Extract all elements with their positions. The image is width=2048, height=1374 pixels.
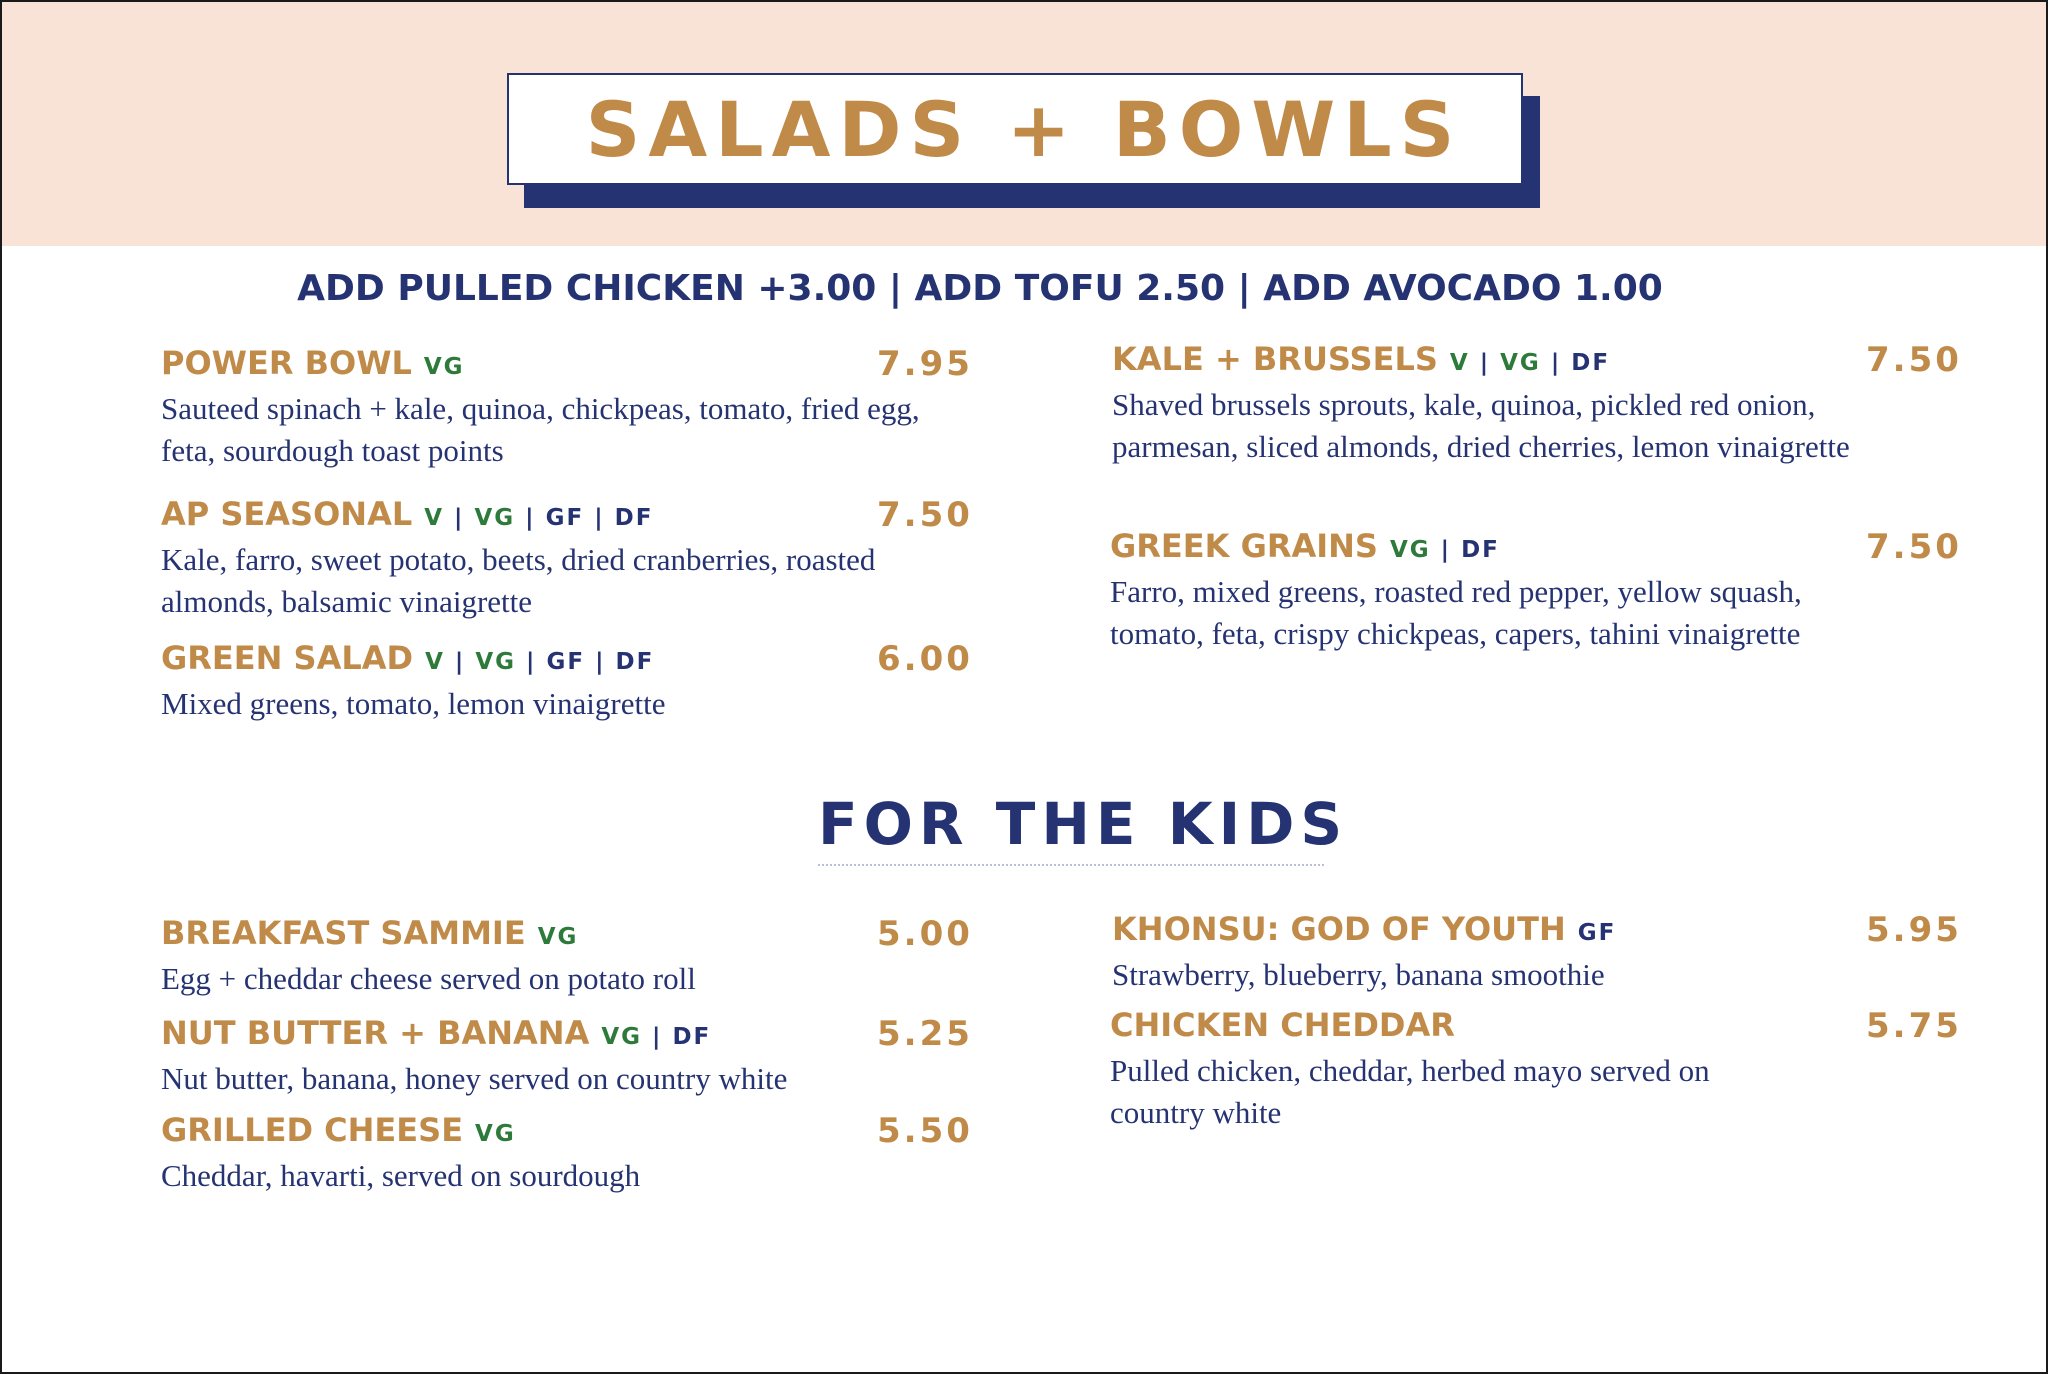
item-name: GRILLED CHEESE xyxy=(161,1111,464,1149)
dietary-tag: DF xyxy=(614,505,654,531)
item-price: 5.00 xyxy=(877,914,973,954)
dietary-tag: GF xyxy=(1577,920,1617,946)
dietary-tag: | xyxy=(454,505,465,531)
dietary-tag: | xyxy=(595,649,606,675)
dietary-tag: VG xyxy=(475,649,517,675)
dietary-tag: VG xyxy=(1389,537,1431,563)
kids-section-title: FOR THE KIDS xyxy=(818,790,1324,866)
dietary-tag: V xyxy=(425,649,445,675)
item-description: Shaved brussels sprouts, kale, quinoa, pickled red onion, parmesan, sliced almonds, dried cherries, lemon vinaigrette xyxy=(1112,387,1850,464)
dietary-tag: DF xyxy=(1461,537,1500,563)
dietary-tag: V xyxy=(1449,350,1470,376)
item-price: 6.00 xyxy=(877,639,973,679)
dietary-tag: GF xyxy=(545,505,585,531)
menu-item xyxy=(1112,910,1962,996)
dietary-tags xyxy=(601,1024,711,1050)
menu-item xyxy=(1110,1006,1962,1134)
item-price: 5.75 xyxy=(1866,1006,1962,1046)
item-name: KALE + BRUSSELS xyxy=(1112,340,1438,378)
dietary-tag: | xyxy=(454,649,466,675)
dietary-tag: VG xyxy=(474,505,516,531)
dietary-tag: DF xyxy=(615,649,655,675)
dietary-tag: DF xyxy=(1571,350,1611,376)
item-name: BREAKFAST SAMMIE xyxy=(161,914,526,952)
dietary-tag: | xyxy=(594,505,605,531)
dietary-tag: V xyxy=(424,505,445,531)
dietary-tag: | xyxy=(525,505,536,531)
item-description: Cheddar, havarti, served on sourdough xyxy=(161,1158,641,1193)
item-name: GREEN SALAD xyxy=(161,639,414,677)
dietary-tag: DF xyxy=(672,1024,712,1050)
dietary-tag: VG xyxy=(423,354,465,380)
menu-item xyxy=(161,1111,981,1197)
dietary-tags xyxy=(424,505,653,531)
dietary-tag: | xyxy=(1479,350,1491,376)
item-description: Mixed greens, tomato, lemon vinaigrette xyxy=(161,686,666,721)
dietary-tag: VG xyxy=(475,1121,516,1147)
item-name: AP SEASONAL xyxy=(161,495,413,533)
menu-item xyxy=(1110,527,1962,655)
item-price: 7.95 xyxy=(877,344,973,384)
dietary-tag: VG xyxy=(1500,350,1541,376)
item-name: POWER BOWL xyxy=(161,344,412,382)
item-description: Egg + cheddar cheese served on potato roll xyxy=(161,961,696,996)
item-price: 7.50 xyxy=(877,495,973,535)
item-price: 7.50 xyxy=(1866,527,1962,567)
dietary-tags xyxy=(424,354,465,380)
dietary-tag: | xyxy=(526,649,537,675)
dietary-tag: | xyxy=(1550,350,1562,376)
menu-item xyxy=(161,344,981,472)
item-name: NUT BUTTER + BANANA xyxy=(161,1014,590,1052)
item-name: GREEK GRAINS xyxy=(1110,527,1378,565)
menu-item xyxy=(161,495,981,623)
menu-item xyxy=(1112,340,1962,468)
item-price: 5.25 xyxy=(877,1014,973,1054)
item-price: 5.50 xyxy=(877,1111,973,1151)
menu-item xyxy=(161,1014,981,1100)
dietary-tags xyxy=(1578,920,1617,946)
dietary-tags xyxy=(538,924,579,950)
dietary-tags xyxy=(1390,537,1500,563)
dietary-tags xyxy=(425,649,654,675)
item-description: Strawberry, blueberry, banana smoothie xyxy=(1112,957,1605,992)
addons-line: ADD PULLED CHICKEN +3.00 | ADD TOFU 2.50 | ADD AVOCADO 1.00 xyxy=(297,268,1663,309)
item-price: 5.95 xyxy=(1866,910,1962,950)
item-description: Kale, farro, sweet potato, beets, dried cranberries, roasted almonds, balsamic vinaigrette xyxy=(161,542,876,619)
menu-item xyxy=(161,639,981,725)
title-box xyxy=(507,73,1523,185)
dietary-tag: | xyxy=(1440,537,1452,563)
dietary-tag: | xyxy=(652,1024,663,1050)
dietary-tags xyxy=(1450,350,1610,376)
menu-item xyxy=(161,914,981,1000)
item-price: 7.50 xyxy=(1866,340,1962,380)
item-description: Farro, mixed greens, roasted red pepper, yellow squash, tomato, feta, crispy chickpeas, capers, tahini vinaigrette xyxy=(1110,574,1802,651)
item-description: Sauteed spinach + kale, quinoa, chickpeas, tomato, fried egg, feta, sourdough toast points xyxy=(161,391,920,468)
item-description: Pulled chicken, cheddar, herbed mayo served on country white xyxy=(1110,1053,1710,1130)
dietary-tag: VG xyxy=(537,924,579,950)
item-description: Nut butter, banana, honey served on country white xyxy=(161,1061,788,1096)
dietary-tag: GF xyxy=(546,649,586,675)
dietary-tags xyxy=(475,1121,516,1147)
page-title: SALADS + BOWLS xyxy=(585,84,1463,174)
item-name: KHONSU: GOD OF YOUTH xyxy=(1112,910,1566,948)
dietary-tag: VG xyxy=(601,1024,643,1050)
item-name: CHICKEN CHEDDAR xyxy=(1110,1006,1455,1044)
